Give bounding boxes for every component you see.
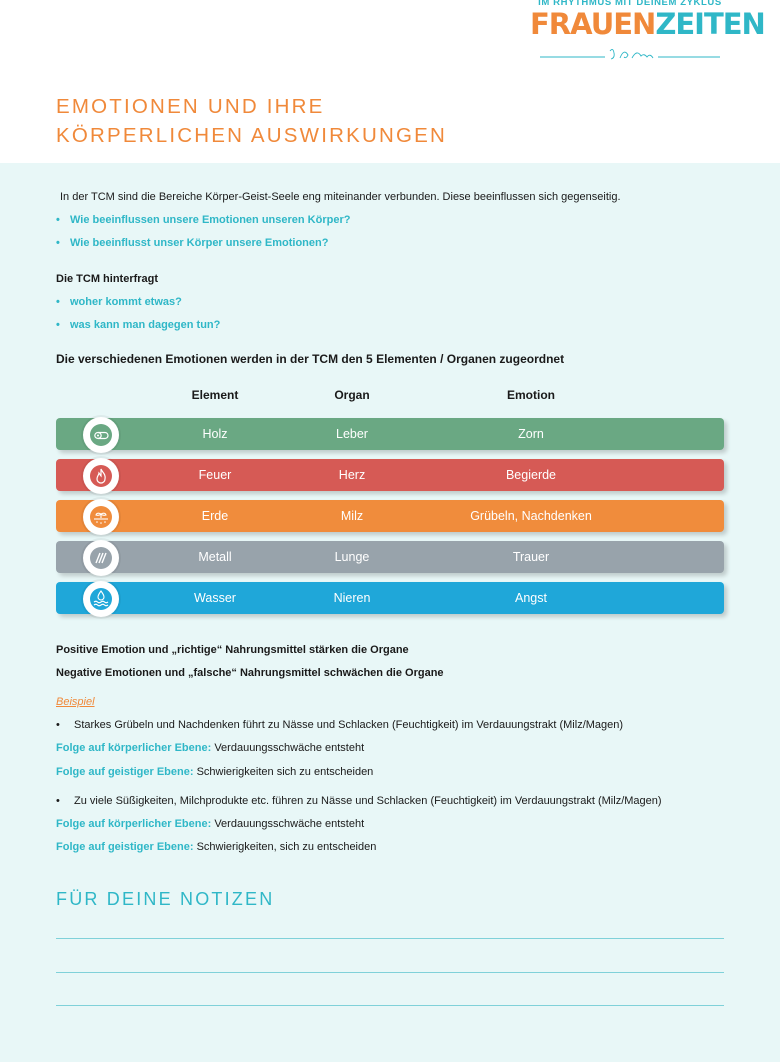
metal-bars-icon [83,540,119,576]
intro-question-2: • Wie beeinflusst unser Körper unsere Emotionen? [56,237,329,249]
wood-log-icon [83,417,119,453]
content-area [0,163,780,1062]
example-item-2: • Zu viele Süßigkeiten, Milchprodukte etc. führen zu Nässe und Schlacken (Feuchtigkeit) im Verdauungstrakt (Milz/Magen) [56,795,662,807]
tcm-question-2: • was kann man dagegen tun? [56,319,221,331]
column-header-element: Element [191,388,239,402]
logo-name-part1: FRAUEN [530,7,656,41]
note-line[interactable] [56,972,724,973]
cell-emotion: Zorn [518,427,544,441]
column-header-organ: Organ [334,388,370,402]
example-2-mental: Folge auf geistiger Ebene: Schwierigkeiten, sich zu entscheiden [56,841,377,853]
example-label: Beispiel [56,696,95,708]
fire-icon [83,458,119,494]
page-title-line1: EMOTIONEN UND IHRE [56,95,325,118]
cell-emotion: Trauer [512,550,550,564]
cell-element: Erde [201,509,229,523]
positive-statement: Positive Emotion und „richtige“ Nahrungsmittel stärken die Organe [56,644,409,656]
table-row-holz [56,418,724,450]
tcm-heading: Die TCM hinterfragt [56,273,159,285]
cell-element: Metall [198,550,232,564]
cell-element: Wasser [194,591,236,605]
cell-organ: Herz [338,468,366,482]
cell-emotion: Grübeln, Nachdenken [470,509,592,523]
cell-organ: Leber [336,427,368,441]
logo-tagline: IM RHYTHMUS MIT DEINEM ZYKLUS [538,0,722,8]
table-row-erde [56,500,724,532]
earth-sprout-icon [83,499,119,535]
example-1-physical: Folge auf körperlicher Ebene: Verdauungsschwäche entsteht [56,742,365,754]
notes-title: FÜR DEINE NOTIZEN [56,889,275,909]
note-line[interactable] [56,1005,724,1006]
negative-statement: Negative Emotionen und „falsche“ Nahrungsmittel schwächen die Organe [56,667,444,679]
intro-text: In der TCM sind die Bereiche Körper-Geist-Seele eng miteinander verbunden. Diese beeinflussen sich gegenseitig. [60,191,621,203]
logo-signature-swoosh [540,46,720,62]
cell-organ: Lunge [334,550,370,564]
cell-emotion: Begierde [505,468,557,482]
table-row-wasser [56,582,724,614]
tcm-question-1: • woher kommt etwas? [56,296,182,308]
cell-element: Feuer [198,468,232,482]
example-2-physical: Folge auf körperlicher Ebene: Verdauungsschwäche entsteht [56,818,365,830]
page-header [0,0,780,163]
brand-logo [530,0,765,41]
intro-question-1: • Wie beeinflussen unsere Emotionen unseren Körper? [56,214,351,226]
cell-emotion: Angst [515,591,547,605]
table-row-metall [56,541,724,573]
water-drop-icon [83,581,119,617]
note-line[interactable] [56,938,724,939]
example-item-1: • Starkes Grübeln und Nachdenken führt zu Nässe und Schlacken (Feuchtigkeit) im Verdauungstrakt (Milz/Magen) [56,719,624,731]
cell-element: Holz [202,427,228,441]
column-header-emotion: Emotion [507,388,555,402]
table-row-feuer [56,459,724,491]
cell-organ: Nieren [333,591,371,605]
table-heading: Die verschiedenen Emotionen werden in der TCM den 5 Elementen / Organen zugeordnet [56,352,565,366]
page-title [56,92,447,150]
logo-name-part2: ZEITEN [655,7,765,41]
logo-wordmark [530,7,765,41]
example-1-mental: Folge auf geistiger Ebene: Schwierigkeiten sich zu entscheiden [56,766,374,778]
page-title-line2: KÖRPERLICHEN AUSWIRKUNGEN [56,124,448,147]
cell-organ: Milz [340,509,364,523]
